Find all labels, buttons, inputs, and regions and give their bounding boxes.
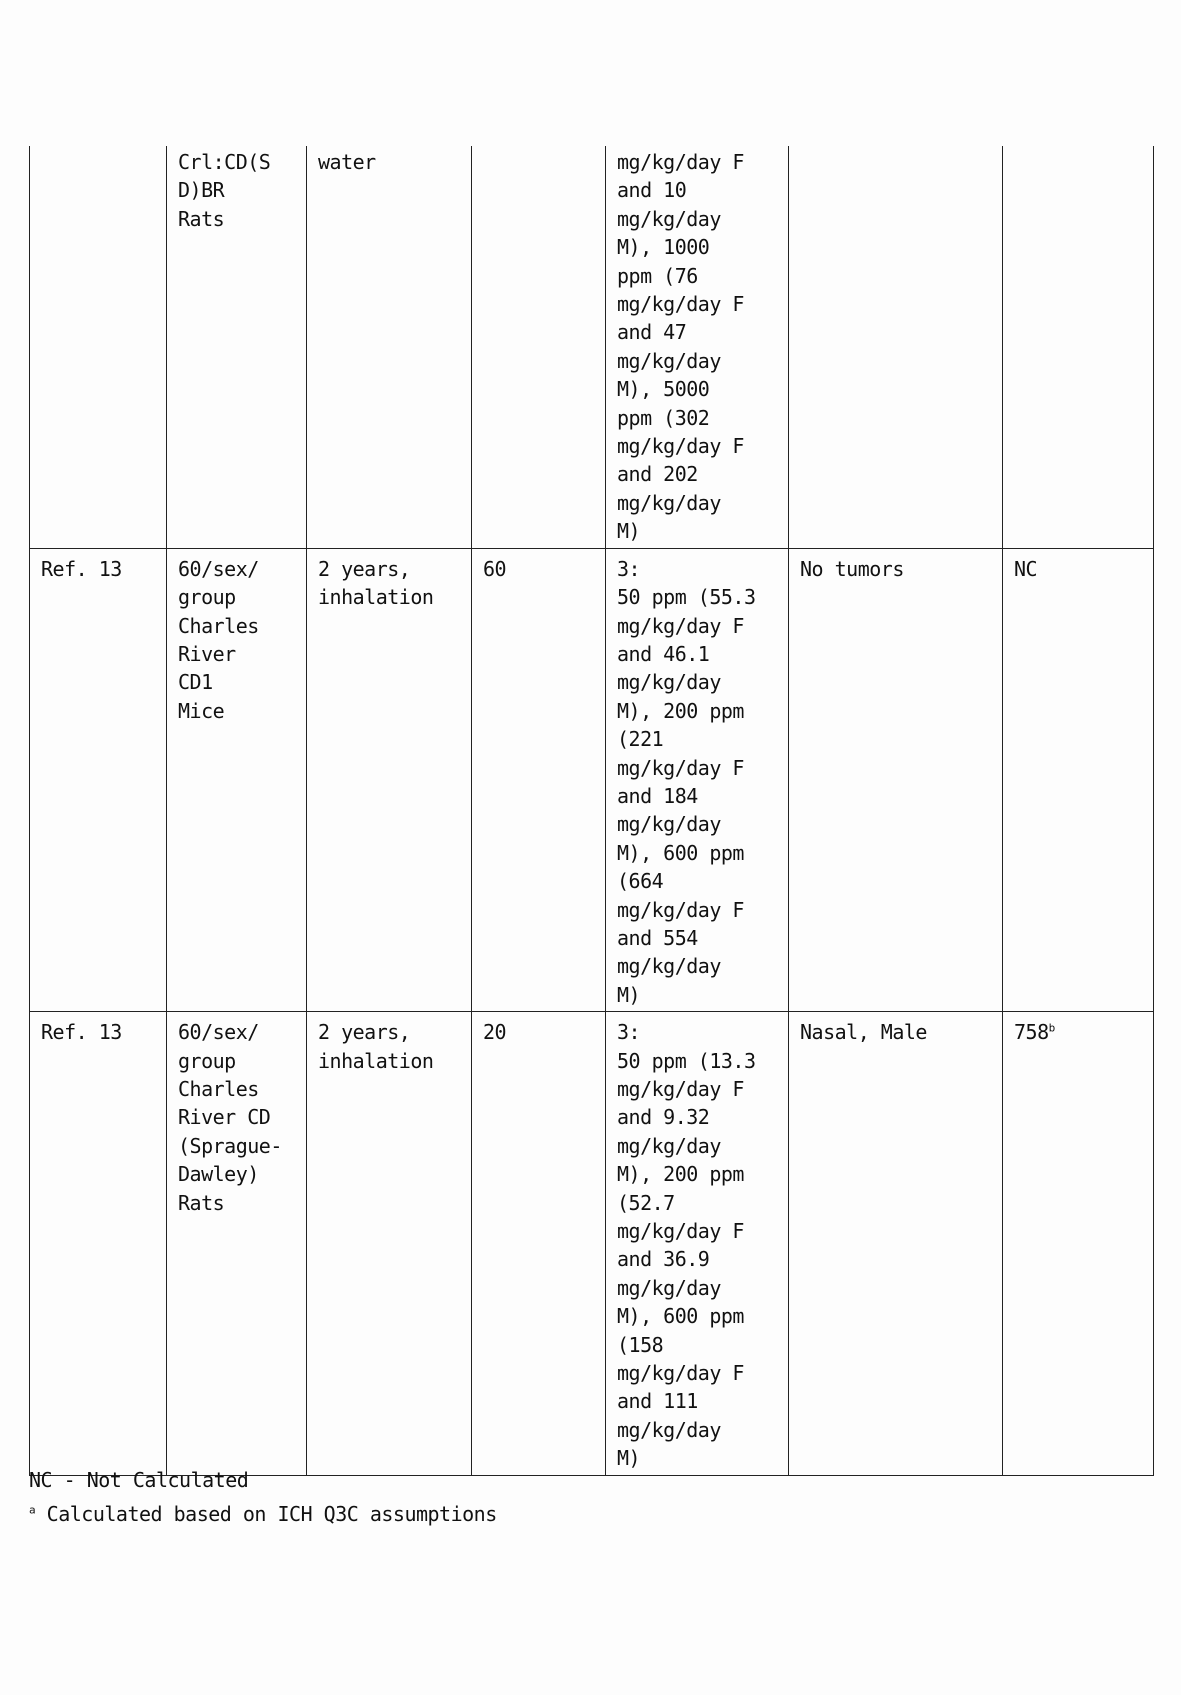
- td50-cell: [1003, 146, 1154, 548]
- tumors-cell: Nasal, Male: [789, 1012, 1003, 1476]
- reference-cell: Ref. 13: [30, 548, 167, 1012]
- td50-cell: [1003, 548, 1154, 1012]
- td50-cell: [1003, 1012, 1154, 1476]
- duration-route-cell: water: [307, 146, 472, 548]
- footnotes: [29, 1463, 497, 1531]
- reference-cell: [30, 146, 167, 548]
- doses-cell: 3: 50 ppm (55.3 mg/kg/day F and 46.1 mg/kg/day M), 200 ppm (221 mg/kg/day F and 184 mg/kg/day M), 600 ppm (664 mg/kg/day F and 554 mg/kg/day M): [606, 548, 789, 1012]
- carcinogenicity-study-table: [29, 146, 1154, 1476]
- footnote-a-text: Calculated based on ICH Q3C assumptions: [35, 1502, 497, 1526]
- table-row: [30, 1012, 1154, 1476]
- footnote-a-mark: a: [29, 1503, 36, 1517]
- doses-cell: 3: 50 ppm (13.3 mg/kg/day F and 9.32 mg/kg/day M), 200 ppm (52.7 mg/kg/day F and 36.9 mg/kg/day M), 600 ppm (158 mg/kg/day F and 111 mg/kg/day M): [606, 1012, 789, 1476]
- controls-cell: 60: [472, 548, 606, 1012]
- footnote-a: [29, 1497, 497, 1531]
- td50-value: 758: [1014, 1020, 1049, 1045]
- animals-cell: 60/sex/ group Charles River CD (Sprague- Dawley) Rats: [167, 1012, 307, 1476]
- duration-route-cell: 2 years, inhalation: [307, 1012, 472, 1476]
- reference-cell: Ref. 13: [30, 1012, 167, 1476]
- controls-cell: [472, 146, 606, 548]
- footnote-nc: NC - Not Calculated: [29, 1468, 249, 1492]
- animals-cell: Crl:CD(S D)BR Rats: [167, 146, 307, 548]
- tumors-cell: No tumors: [789, 548, 1003, 1012]
- doses-cell: mg/kg/day F and 10 mg/kg/day M), 1000 ppm (76 mg/kg/day F and 47 mg/kg/day M), 5000 ppm (302 mg/kg/day F and 202 mg/kg/day M): [606, 146, 789, 548]
- animals-cell: 60/sex/ group Charles River CD1 Mice: [167, 548, 307, 1012]
- controls-cell: 20: [472, 1012, 606, 1476]
- tumors-cell: [789, 146, 1003, 548]
- table-row: [30, 548, 1154, 1012]
- td50-value: NC: [1014, 556, 1038, 581]
- td50-footnote-mark: b: [1048, 1021, 1055, 1035]
- table-row: [30, 146, 1154, 548]
- duration-route-cell: 2 years, inhalation: [307, 548, 472, 1012]
